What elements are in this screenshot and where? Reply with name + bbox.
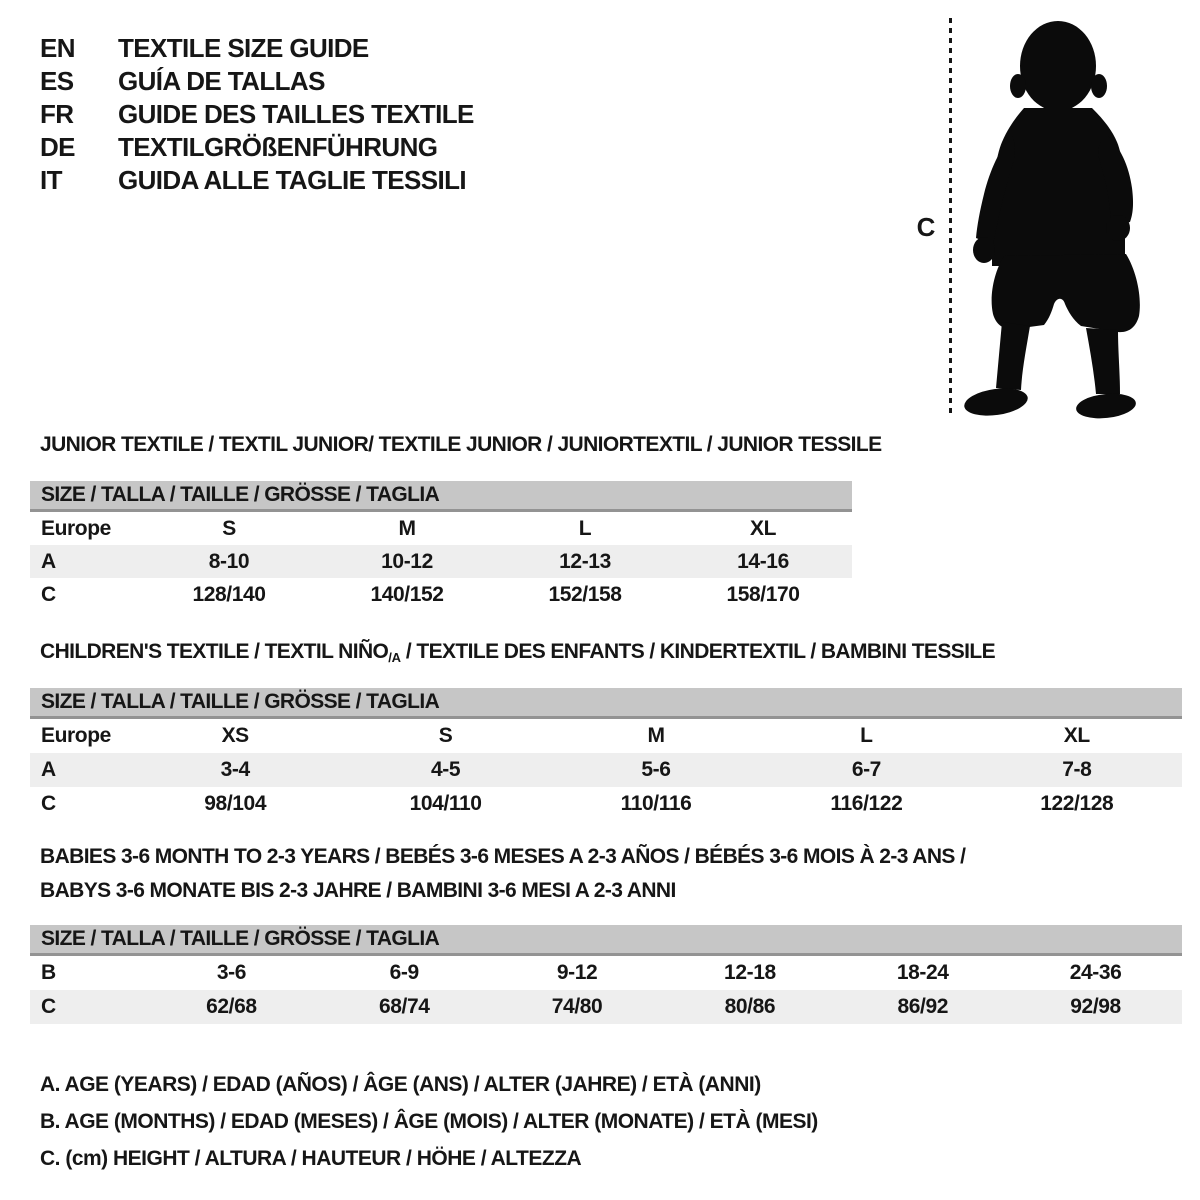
months-cell: 18-24 — [896, 961, 949, 984]
lang-row-de — [40, 131, 474, 164]
row-label: Europe — [41, 724, 111, 747]
height-cell: 152/158 — [548, 582, 622, 606]
age-cell: 7-8 — [1062, 758, 1092, 781]
children-section-title — [40, 641, 995, 669]
row-label: C — [41, 995, 56, 1018]
months-cell: 12-18 — [724, 961, 776, 984]
age-cell: 6-7 — [851, 758, 881, 781]
size-cell: XL — [749, 516, 777, 540]
height-cell: 62/68 — [206, 995, 257, 1018]
size-cell: S — [438, 724, 453, 747]
row-label: A — [41, 758, 56, 781]
size-cell: L — [860, 724, 873, 747]
children-title-subscript: /A — [388, 650, 401, 665]
height-cell: 128/140 — [192, 582, 266, 606]
height-measure-label: C — [916, 212, 936, 242]
height-cell: 140/152 — [370, 582, 444, 606]
babies-section-title-line2: BABYS 3-6 MONATE BIS 2-3 JAHRE / BAMBINI 3-6 MESI A 2-3 ANNI — [40, 879, 676, 902]
row-label: B — [41, 961, 56, 984]
height-cell: 68/74 — [378, 995, 430, 1018]
lang-code: FR — [40, 99, 74, 129]
size-header-band — [30, 688, 1182, 719]
legend-line-b: B. AGE (MONTHS) / EDAD (MESES) / ÂGE (MOIS) / ALTER (MONATE) / ETÀ (MESI) — [40, 1110, 818, 1133]
size-header-label: SIZE / TALLA / TAILLE / GRÖSSE / TAGLIA — [41, 927, 440, 950]
months-cell: 9-12 — [556, 961, 598, 984]
size-header-band — [30, 925, 1182, 956]
babies-size-table — [30, 925, 1182, 1024]
toddler-silhouette-icon — [960, 14, 1145, 424]
lang-code: IT — [40, 165, 62, 195]
size-cell: M — [398, 516, 416, 540]
age-cell: 12-13 — [559, 549, 611, 573]
lang-title: GUIDE DES TAILLES TEXTILE — [118, 99, 474, 129]
size-header-band — [30, 481, 852, 512]
height-cell: 92/98 — [1070, 995, 1121, 1018]
table-row-age — [30, 753, 1182, 787]
lang-code: ES — [40, 66, 74, 96]
row-label: A — [41, 549, 56, 573]
legend-line-c: C. (cm) HEIGHT / ALTURA / HAUTEUR / HÖHE / ALTEZZA — [40, 1147, 582, 1170]
legend — [40, 1066, 818, 1177]
lang-row-it — [40, 164, 474, 197]
junior-section-title: JUNIOR TEXTILE / TEXTIL JUNIOR/ TEXTILE JUNIOR / JUNIORTEXTIL / JUNIOR TESSILE — [40, 433, 882, 456]
lang-code: DE — [40, 132, 75, 162]
age-cell: 10-12 — [381, 549, 433, 573]
row-label: C — [41, 792, 56, 815]
height-cell: 110/116 — [620, 792, 692, 815]
height-cell: 122/128 — [1040, 792, 1114, 815]
junior-size-table — [30, 481, 852, 611]
size-header-label: SIZE / TALLA / TAILLE / GRÖSSE / TAGLIA — [41, 690, 440, 713]
table-row-height — [30, 787, 1182, 821]
height-cell: 86/92 — [897, 995, 949, 1018]
table-row-europe — [30, 719, 1182, 753]
size-cell: M — [647, 724, 665, 747]
size-header-label: SIZE / TALLA / TAILLE / GRÖSSE / TAGLIA — [41, 483, 440, 506]
height-dashed-line — [949, 18, 952, 414]
months-cell: 24-36 — [1069, 961, 1122, 984]
row-label: C — [41, 582, 56, 606]
babies-section-title-line1: BABIES 3-6 MONTH TO 2-3 YEARS / BEBÉS 3-6 MESES A 2-3 AÑOS / BÉBÉS 3-6 MOIS À 2-3 ANS / — [40, 845, 966, 868]
lang-title: TEXTILGRÖßENFÜHRUNG — [118, 132, 438, 162]
children-title-post: / TEXTILE DES ENFANTS / KINDERTEXTIL / BAMBINI TESSILE — [400, 640, 996, 663]
age-cell: 14-16 — [737, 549, 789, 573]
legend-line-a: A. AGE (YEARS) / EDAD (AÑOS) / ÂGE (ANS) / ALTER (JAHRE) / ETÀ (ANNI) — [40, 1073, 761, 1096]
lang-title: TEXTILE SIZE GUIDE — [118, 33, 369, 63]
size-cell: XS — [221, 724, 249, 747]
table-row-months — [30, 956, 1182, 990]
lang-title: GUÍA DE TALLAS — [118, 66, 325, 96]
height-cell: 74/80 — [551, 995, 603, 1018]
height-cell: 98/104 — [204, 792, 267, 815]
age-cell: 5-6 — [641, 758, 671, 781]
children-title-pre: CHILDREN'S TEXTILE / TEXTIL NIÑO — [40, 640, 389, 663]
size-cell: S — [222, 516, 236, 540]
children-size-table — [30, 688, 1182, 821]
table-row-age — [30, 545, 852, 578]
lang-code: EN — [40, 33, 75, 63]
height-cell: 158/170 — [726, 582, 800, 606]
height-cell: 80/86 — [724, 995, 776, 1018]
table-row-europe — [30, 512, 852, 545]
size-cell: L — [578, 516, 592, 540]
age-cell: 4-5 — [431, 758, 461, 781]
height-cell: 116/122 — [830, 792, 903, 815]
age-cell: 3-4 — [220, 758, 250, 781]
age-cell: 8-10 — [208, 549, 250, 573]
language-title-list — [40, 32, 474, 197]
months-cell: 3-6 — [216, 961, 246, 984]
lang-row-fr — [40, 98, 474, 131]
height-cell: 104/110 — [409, 792, 482, 815]
table-row-height — [30, 578, 852, 611]
row-label: Europe — [41, 516, 111, 540]
table-row-height — [30, 990, 1182, 1024]
size-cell: XL — [1063, 724, 1090, 747]
lang-row-es — [40, 65, 474, 98]
lang-row-en — [40, 32, 474, 65]
lang-title: GUIDA ALLE TAGLIE TESSILI — [118, 165, 467, 195]
months-cell: 6-9 — [389, 961, 419, 984]
